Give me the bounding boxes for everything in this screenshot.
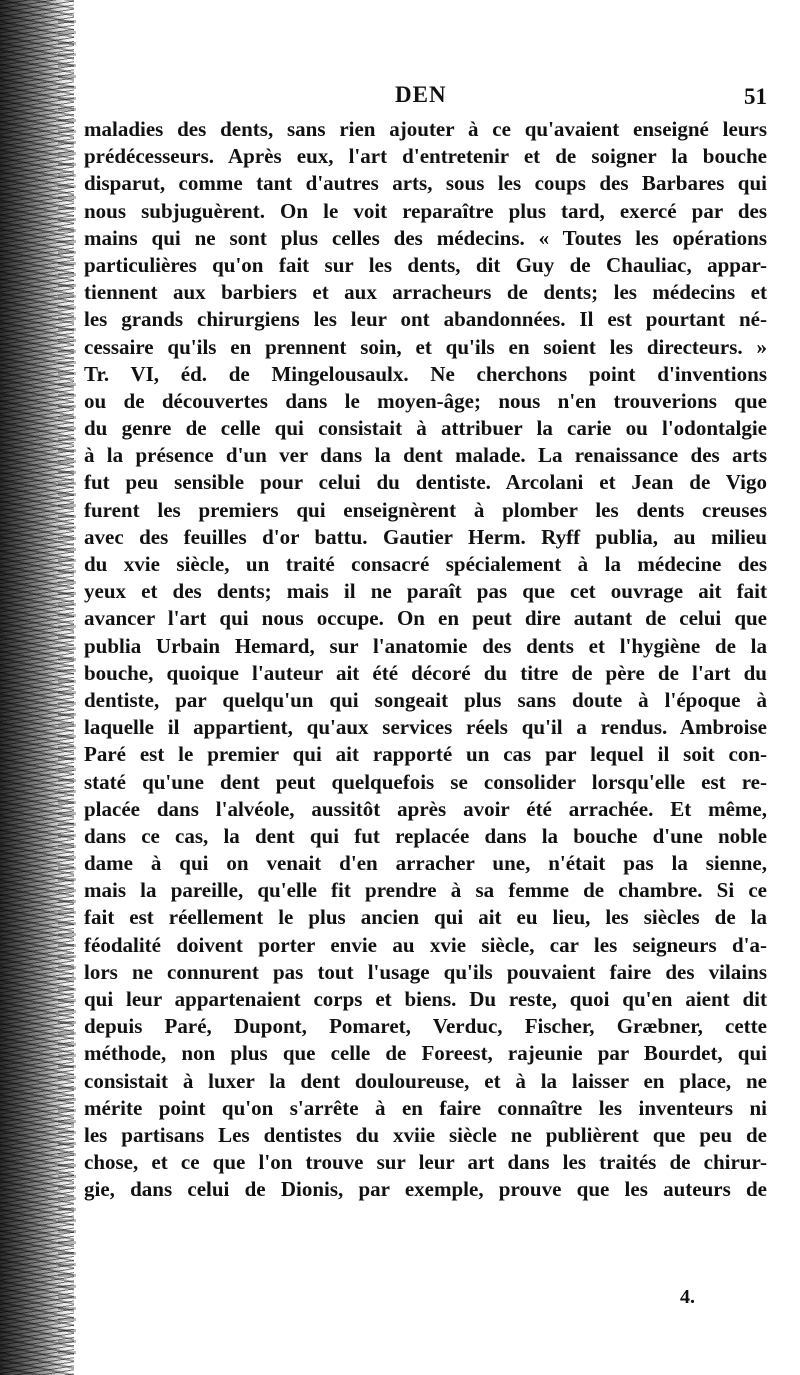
text-line: depuis Paré, Dupont, Pomaret, Verduc, Fischer, Græbner, cette (84, 1014, 767, 1039)
text-line: furent les premiers qui enseignèrent à plomber les dents creuses (84, 497, 767, 522)
text-line: mains qui ne sont plus celles des médecins. « Toutes les opérations (84, 225, 767, 250)
text-line: féodalité doivent porter envie au xvie siècle, car les seigneurs d'a- (84, 932, 767, 957)
text-line: particulières qu'on fait sur les dents, dit Guy de Chauliac, appar- (84, 252, 767, 277)
text-line: cessaire qu'ils en prennent soin, et qu'ils en soient les directeurs. » (84, 334, 767, 359)
text-line: ou de découvertes dans le moyen-âge; nous n'en trouverions que (84, 388, 767, 413)
text-line: dame à qui on venait d'en arracher une, n'était pas la sienne, (84, 851, 767, 876)
text-line: laquelle il appartient, qu'aux services réels qu'il a rendus. Ambroise (84, 715, 767, 740)
text-line: placée dans l'alvéole, aussitôt après avoir été arrachée. Et même, (84, 796, 767, 821)
body-text (84, 116, 767, 1204)
text-line: nous subjuguèrent. On le voit reparaître plus tard, exercé par des (84, 198, 767, 223)
text-line: lors ne connurent pas tout l'usage qu'ils pouvaient faire des vilains (84, 959, 767, 984)
text-line: Paré est le premier qui ait rapporté un cas par lequel il soit con- (84, 742, 767, 767)
text-line: qui leur appartenaient corps et biens. Du reste, quoi qu'en aient dit (84, 987, 767, 1011)
page-number: 51 (744, 84, 767, 109)
text-line: maladies des dents, sans rien ajouter à ce qu'avaient enseigné leurs (84, 117, 767, 141)
text-line: mérite point qu'on s'arrête à en faire connaître les inventeurs ni (84, 1095, 767, 1120)
text-line: gie, dans celui de Dionis, par exemple, prouve que les auteurs de (84, 1177, 767, 1202)
text-line: méthode, non plus que celle de Foreest, rajeunie par Bourdet, qui (84, 1041, 767, 1066)
text-line: yeux et des dents; mais il ne paraît pas que cet ouvrage ait fait (84, 579, 767, 604)
text-line: du genre de celle qui consistait à attribuer la carie ou l'odontalgie (84, 416, 767, 441)
text-line: mais la pareille, qu'elle fit prendre à sa femme de chambre. Si ce (84, 878, 767, 903)
text-line: disparut, comme tant d'autres arts, sous les coups des Barbares qui (84, 171, 767, 196)
running-head: DEN (395, 82, 447, 107)
text-line: dans ce cas, la dent qui fut replacée dans la bouche d'une noble (84, 823, 767, 848)
text-line: staté qu'une dent peut quelquefois se consolider lorsqu'elle est re- (84, 769, 767, 794)
text-line: fait est réellement le plus ancien qui ait eu lieu, les siècles de la (84, 905, 767, 930)
text-line: consistait à luxer la dent douloureuse, et à la laisser en place, ne (84, 1068, 767, 1093)
text-line: Tr. VI, éd. de Mingelousaulx. Ne cherchons point d'inventions (84, 361, 767, 386)
text-line: fut peu sensible pour celui du dentiste. Arcolani et Jean de Vigo (84, 470, 767, 495)
text-line: chose, et ce que l'on trouve sur leur art dans les traités de chirur- (84, 1150, 767, 1175)
text-line: tiennent aux barbiers et aux arracheurs de dents; les médecins et (84, 280, 767, 305)
text-line: à la présence d'un ver dans la dent malade. La renaissance des arts (84, 443, 767, 468)
text-line: avancer l'art qui nous occupe. On en peut dire autant de celui que (84, 606, 767, 631)
text-line: prédécesseurs. Après eux, l'art d'entretenir et de soigner la bouche (84, 144, 767, 169)
text-line: avec des feuilles d'or battu. Gautier Herm. Ryff publia, au milieu (84, 524, 767, 549)
text-line: du xvie siècle, un traité consacré spécialement à la médecine des (84, 552, 767, 576)
text-line: dentiste, par quelqu'un qui songeait plus sans doute à l'époque à (84, 687, 767, 712)
signature-mark: 4. (680, 1286, 695, 1308)
text-line: les partisans Les dentistes du xviie siècle ne publièrent que peu de (84, 1122, 767, 1147)
text-line: bouche, quoique l'auteur ait été décoré du titre de père de l'art du (84, 660, 767, 685)
text-line: publia Urbain Hemard, sur l'anatomie des dents et l'hygiène de la (84, 633, 767, 658)
scan-gutter-edge (58, 20, 76, 1360)
text-line: les grands chirurgiens les leur ont abandonnées. Il est pourtant né- (84, 307, 767, 332)
